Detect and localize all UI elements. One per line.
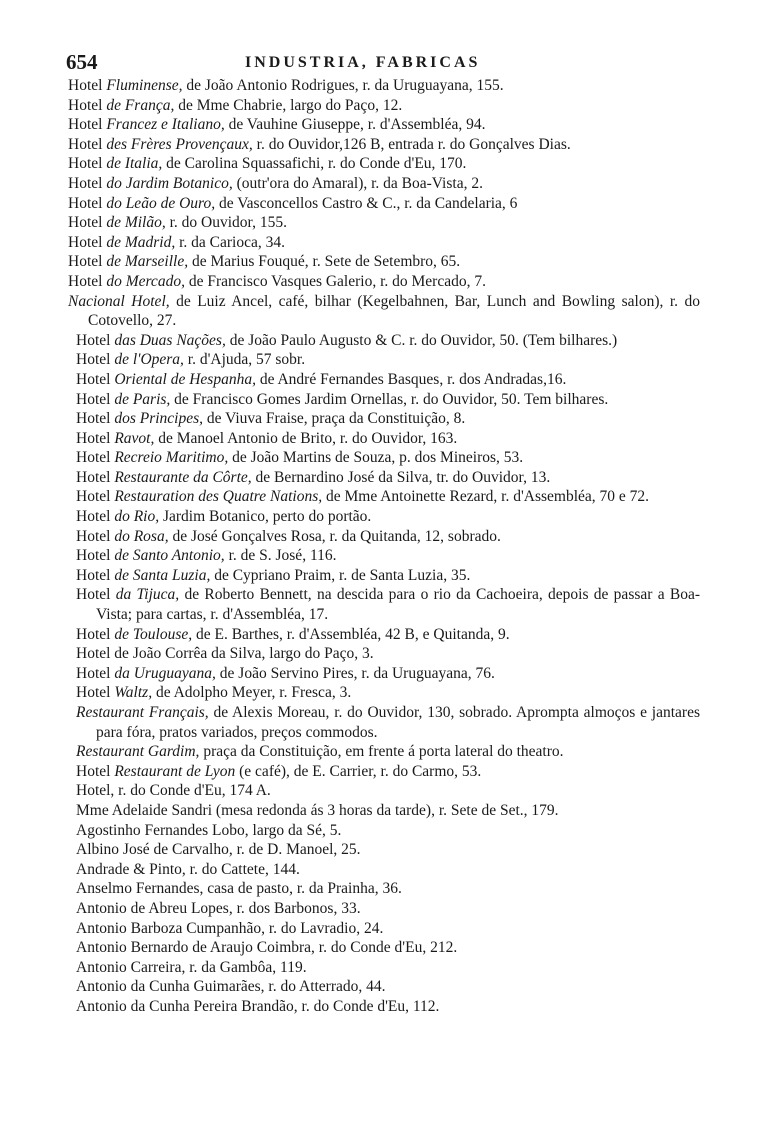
entry-prefix: Agostinho Fernandes Lobo, largo da Sé, 5. (76, 821, 342, 839)
entry-prefix: Hotel (76, 547, 115, 565)
entry-prefix: Hotel (68, 272, 107, 290)
entry-name: da Uruguayana, (114, 664, 216, 682)
section-title: INDUSTRIA, FABRICAS (245, 54, 481, 71)
entry-name: de l'Opera, (114, 351, 184, 369)
entry-prefix: Hotel (76, 488, 115, 506)
entry-name: de Madrid, (106, 233, 176, 251)
entry-details: de Mme Antoinette Rezard, r. d'Assembléa, 70 e 72. (322, 488, 650, 506)
directory-entry (76, 585, 700, 624)
entry-prefix: Hotel (76, 370, 115, 388)
entry-name: do Mercado, (106, 272, 185, 290)
entry-prefix: Hotel (76, 566, 115, 584)
directory-entry (76, 546, 700, 566)
entry-details: de Adolpho Meyer, r. Fresca, 3. (152, 684, 352, 702)
entry-details: de Mme Chabrie, largo do Paço, 12. (174, 96, 403, 114)
entry-prefix: Hotel (76, 664, 115, 682)
entry-details: r. do Ouvidor, 155. (165, 214, 287, 232)
entry-details: r. da Carioca, 34. (175, 233, 285, 251)
entry-details: r. de S. José, 116. (224, 547, 337, 565)
directory-entry (68, 272, 700, 292)
entry-prefix: Hotel (76, 762, 115, 780)
directory-entry (76, 840, 700, 860)
entry-prefix: Hotel (68, 253, 107, 271)
entry-details: (outr'ora do Amaral), r. da Boa-Vista, 2. (232, 174, 483, 192)
entry-prefix: Antonio da Cunha Pereira Brandão, r. do Conde d'Eu, 112. (76, 997, 440, 1015)
directory-entry (76, 644, 700, 664)
page-number: 654 (66, 50, 98, 74)
directory-entry (68, 115, 700, 135)
entry-details: de Vauhine Giuseppe, r. d'Assembléa, 94. (224, 116, 486, 134)
entry-prefix: Hotel (76, 331, 115, 349)
entry-name: Oriental de Hespanha, (114, 370, 256, 388)
entry-prefix: Albino José de Carvalho, r. de D. Manoel, 25. (76, 841, 361, 859)
directory-entry (76, 331, 700, 351)
entry-details: de Bernardino José da Silva, tr. do Ouvidor, 13. (251, 468, 551, 486)
entry-details: de Marius Fouqué, r. Sete de Setembro, 65. (188, 253, 461, 271)
entry-name: Francez e Italiano, (106, 116, 225, 134)
entry-details: r. do Ouvidor,126 B, entrada r. do Gonçalves Dias. (252, 135, 571, 153)
entry-prefix: Hotel (68, 155, 107, 173)
entry-prefix: Mme Adelaide Sandri (mesa redonda ás 3 horas da tarde), r. Sete de Set., 179. (76, 801, 559, 819)
directory-entry (68, 292, 700, 331)
directory-entry (76, 468, 700, 488)
entry-prefix: Hotel (68, 116, 107, 134)
entry-name: de Paris, (114, 390, 171, 408)
entry-details: de João Paulo Augusto & C. r. do Ouvidor, 50. (Tem bilhares.) (225, 331, 618, 349)
entry-prefix: Antonio de Abreu Lopes, r. dos Barbonos, 33. (76, 899, 361, 917)
entry-prefix: Hotel (68, 77, 107, 94)
entry-details: de João Servino Pires, r. da Uruguayana, 76. (215, 664, 495, 682)
directory-entry (76, 507, 700, 527)
directory-entry (76, 977, 700, 997)
entry-prefix: Hotel de João Corrêa da Silva, largo do Paço, 3. (76, 645, 374, 663)
directory-entry (68, 194, 700, 214)
directory-entry (76, 350, 700, 370)
directory-entry (76, 742, 700, 762)
entry-name: de Santa Luzia, (114, 566, 211, 584)
directory-entry (76, 801, 700, 821)
entry-prefix: Hotel (76, 429, 115, 447)
entry-details: de Viuva Fraise, praça da Constituição, 8. (203, 410, 466, 428)
entry-name: Ravot, (114, 429, 155, 447)
directory-entry (76, 860, 700, 880)
entry-details: (e café), de E. Carrier, r. do Carmo, 53. (235, 762, 482, 780)
entry-details: Jardim Botanico, perto do portão. (159, 508, 372, 526)
directory-entry (76, 821, 700, 841)
entry-details: de Roberto Bennett, na descida para o rio da Cachoeira, depois de passar a Boa-Vista; para cartas, r. d'Assembléa, 17. (96, 586, 700, 624)
entry-prefix: Hotel (68, 194, 107, 212)
entry-name: Restaurant Français, (76, 704, 209, 721)
entry-prefix: Hotel (68, 135, 107, 153)
entry-details: de Luiz Ancel, café, bilhar (Kegelbahnen, Bar, Lunch and Bowling salon), r. do Cotovello, 27. (88, 292, 700, 330)
directory-entry (76, 390, 700, 410)
entry-prefix: Hotel (76, 508, 115, 526)
directory-entry (76, 448, 700, 468)
directory-entry (76, 429, 700, 449)
entry-prefix: Hotel (68, 214, 107, 232)
directory-entry (76, 683, 700, 703)
directory-entry (76, 566, 700, 586)
entry-name: do Rio, (114, 508, 160, 526)
entry-prefix: Hotel (68, 174, 107, 192)
directory-entry (68, 96, 700, 116)
directory-entry (76, 664, 700, 684)
entry-details: de José Gonçalves Rosa, r. da Quitanda, 12, sobrado. (168, 527, 501, 545)
directory-entry (68, 154, 700, 174)
entry-prefix: Hotel, r. do Conde d'Eu, 174 A. (76, 782, 271, 800)
directory-entry (76, 703, 700, 742)
entry-name: da Tijuca, (115, 586, 180, 604)
entry-prefix: Hotel (76, 684, 115, 702)
entry-details: de Cypriano Praim, r. de Santa Luzia, 35. (210, 566, 471, 584)
directory-entry (76, 938, 700, 958)
entry-details: de Francisco Vasques Galerio, r. do Mercado, 7. (184, 272, 486, 290)
directory-entry (76, 409, 700, 429)
directory-entry (76, 899, 700, 919)
entry-prefix: Antonio Barboza Cumpanhão, r. do Lavradio, 24. (76, 919, 384, 937)
entry-name: de Marseille, (106, 253, 189, 271)
entry-details: praça da Constituição, em frente á porta lateral do theatro. (199, 743, 564, 761)
entry-prefix: Hotel (76, 468, 115, 486)
directory-entry (76, 370, 700, 390)
entry-details: de E. Barthes, r. d'Assembléa, 42 B, e Quitanda, 9. (192, 625, 510, 643)
entry-details: de André Fernandes Basques, r. dos Andradas,16. (255, 370, 567, 388)
directory-entry (76, 781, 700, 801)
directory-entry (76, 997, 700, 1017)
entry-details: de Manoel Antonio de Brito, r. do Ouvidor, 163. (154, 429, 458, 447)
entry-details: de João Martins de Souza, p. dos Mineiros, 53. (228, 449, 524, 467)
entry-name: de França, (106, 96, 175, 114)
entry-name: Nacional Hotel, (68, 292, 170, 310)
entry-prefix: Hotel (68, 96, 107, 114)
entry-name: do Leão de Ouro, (106, 194, 216, 212)
directory-entry (76, 762, 700, 782)
directory-entry (68, 233, 700, 253)
entry-name: Restaurante da Côrte, (114, 468, 252, 486)
entry-prefix: Antonio da Cunha Guimarães, r. do Atterrado, 44. (76, 978, 386, 996)
entry-name: Recreio Maritimo, (114, 449, 229, 467)
entry-prefix: Hotel (76, 527, 115, 545)
entry-name: de Santo Antonio, (114, 547, 225, 565)
directory-entry (76, 527, 700, 547)
entry-name: das Duas Nações, (114, 331, 226, 349)
entry-prefix: Andrade & Pinto, r. do Cattete, 144. (76, 860, 300, 878)
entry-name: Restaurant de Lyon (114, 762, 236, 780)
entry-name: de Italia, (106, 155, 163, 173)
entry-name: do Rosa, (114, 527, 169, 545)
entry-prefix: Hotel (68, 233, 107, 251)
entry-prefix: Hotel (76, 586, 116, 604)
entry-details: de Francisco Gomes Jardim Ornellas, r. do Ouvidor, 50. Tem bilhares. (170, 390, 609, 408)
entry-details: r. d'Ajuda, 57 sobr. (183, 351, 306, 369)
entry-prefix: Hotel (76, 625, 115, 643)
directory-entry (68, 174, 700, 194)
directory-entry (68, 76, 700, 96)
page-header (0, 50, 757, 78)
directory-entry (68, 252, 700, 272)
entry-details: de João Antonio Rodrigues, r. da Uruguayana, 155. (182, 77, 504, 94)
entry-details: de Carolina Squassafichi, r. do Conde d'Eu, 170. (162, 155, 467, 173)
entry-name: dos Principes, (114, 410, 203, 428)
entry-name: de Toulouse, (114, 625, 193, 643)
entry-prefix: Hotel (76, 390, 115, 408)
entry-list (68, 76, 700, 1017)
entry-prefix: Antonio Bernardo de Araujo Coimbra, r. do Conde d'Eu, 212. (76, 939, 458, 957)
entry-prefix: Anselmo Fernandes, casa de pasto, r. da Prainha, 36. (76, 880, 402, 898)
directory-entry (68, 135, 700, 155)
directory-entry (76, 919, 700, 939)
entry-name: Fluminense, (106, 77, 183, 94)
entry-name: des Frères Provençaux, (106, 135, 253, 153)
directory-entry (68, 213, 700, 233)
entry-name: Restaurant Gardim, (76, 743, 200, 761)
entry-prefix: Antonio Carreira, r. da Gambôa, 119. (76, 958, 307, 976)
directory-entry (76, 625, 700, 645)
entry-name: do Jardim Botanico, (106, 174, 233, 192)
entry-details: de Vasconcellos Castro & C., r. da Candelaria, 6 (215, 194, 518, 212)
entry-prefix: Hotel (76, 449, 115, 467)
entry-prefix: Hotel (76, 410, 115, 428)
entry-name: Restauration des Quatre Nations, (114, 488, 323, 506)
directory-entry (76, 487, 700, 507)
entry-name: Waltz, (114, 684, 153, 702)
directory-entry (76, 879, 700, 899)
entry-name: de Milão, (106, 214, 166, 232)
entry-details: de Alexis Moreau, r. do Ouvidor, 130, sobrado. Apromptа almoços e jantares para fóra, pratos variados, preços commodos. (96, 704, 700, 741)
entry-prefix: Hotel (76, 351, 115, 369)
directory-entry (76, 958, 700, 978)
